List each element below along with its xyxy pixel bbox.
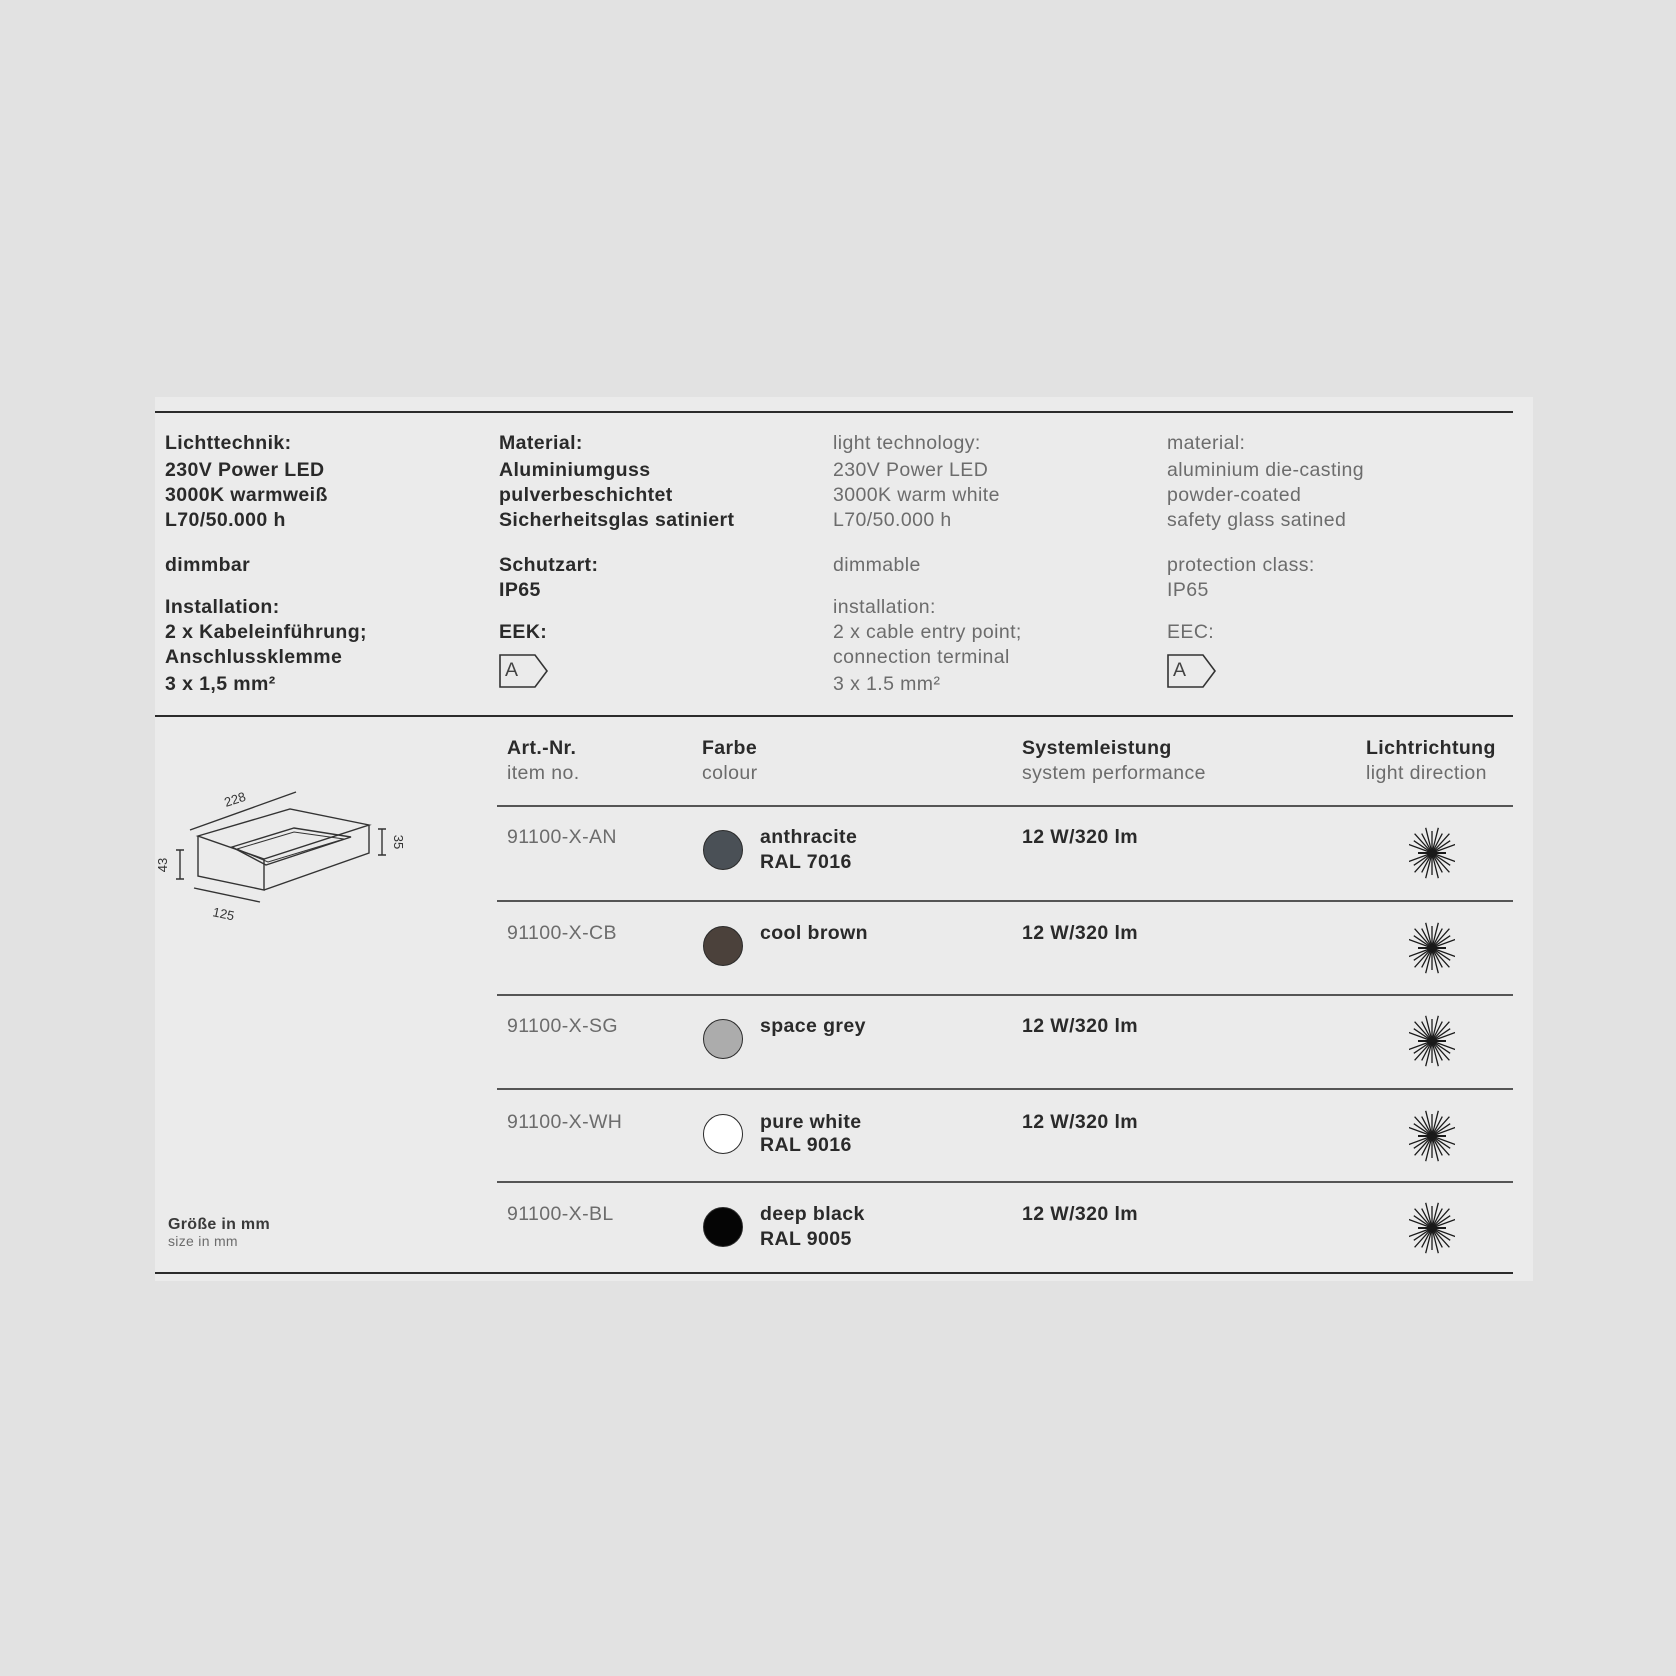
de-material-line: pulverbeschichtet xyxy=(499,484,673,506)
de-energy-heading: EEK: xyxy=(499,621,548,643)
en-energy-value: A xyxy=(1173,659,1187,681)
up-down-light-icon xyxy=(1409,825,1455,881)
row-separator xyxy=(497,994,1513,996)
header-perf-en: system performance xyxy=(1022,762,1206,784)
header-item-de: Art.-Nr. xyxy=(507,737,577,759)
size-unit-de: Größe in mm xyxy=(168,1216,270,1233)
colour-code: RAL 9005 xyxy=(760,1228,852,1250)
en-material-lines xyxy=(1167,458,1364,533)
middle-rule xyxy=(155,715,1513,717)
row-separator xyxy=(497,900,1513,902)
en-energy-label xyxy=(1167,654,1217,688)
item-number: 91100-X-BL xyxy=(507,1203,614,1225)
de-energy-value: A xyxy=(505,659,519,681)
de-light-line: L70/50.000 h xyxy=(165,509,286,531)
en-protection-heading: protection class: xyxy=(1167,554,1315,576)
header-colour-en: colour xyxy=(702,762,758,784)
colour-name: deep black xyxy=(760,1203,865,1225)
up-down-light-icon xyxy=(1409,1013,1455,1069)
up-down-light-icon xyxy=(1409,920,1455,976)
de-material-heading: Material: xyxy=(499,432,583,454)
en-light-line: 3000K warm white xyxy=(833,484,1000,506)
en-install-heading: installation: xyxy=(833,596,936,618)
en-energy-heading: EEC: xyxy=(1167,621,1215,643)
row-separator xyxy=(497,1088,1513,1090)
de-light-lines xyxy=(165,458,328,533)
header-item-en: item no. xyxy=(507,762,580,784)
en-install-line: connection terminal xyxy=(833,646,1010,668)
header-colour-de: Farbe xyxy=(702,737,758,759)
de-install-heading: Installation: xyxy=(165,596,280,618)
en-install-line: 3 x 1.5 mm² xyxy=(833,673,941,695)
dimension-drawing xyxy=(150,785,410,925)
system-performance: 12 W/320 lm xyxy=(1022,1015,1139,1037)
de-light-heading: Lichttechnik: xyxy=(165,432,292,454)
en-light-line: L70/50.000 h xyxy=(833,509,952,531)
system-performance: 12 W/320 lm xyxy=(1022,826,1139,848)
system-performance: 12 W/320 lm xyxy=(1022,1111,1139,1133)
de-material-lines xyxy=(499,458,734,533)
de-install-line: Anschlussklemme xyxy=(165,646,343,668)
de-protection-heading: Schutzart: xyxy=(499,554,599,576)
colour-name: space grey xyxy=(760,1015,866,1037)
up-down-light-icon xyxy=(1409,1200,1455,1256)
dim-depth-label: 125 xyxy=(211,904,236,924)
colour-swatch xyxy=(703,1207,743,1247)
en-light-heading: light technology: xyxy=(833,432,981,454)
de-protection-value: IP65 xyxy=(499,579,541,601)
dim-height-front-label: 43 xyxy=(155,857,170,873)
item-number: 91100-X-AN xyxy=(507,826,617,848)
de-dimmable: dimmbar xyxy=(165,554,251,576)
de-energy-label xyxy=(499,654,549,688)
top-rule xyxy=(155,411,1513,413)
colour-swatch xyxy=(703,1114,743,1154)
system-performance: 12 W/320 lm xyxy=(1022,1203,1139,1225)
en-material-heading: material: xyxy=(1167,432,1246,454)
en-material-line: powder-coated xyxy=(1167,484,1302,506)
en-protection-value: IP65 xyxy=(1167,579,1209,601)
de-install-line: 2 x Kabeleinführung; xyxy=(165,621,367,643)
header-dir-de: Lichtrichtung xyxy=(1366,737,1496,759)
dim-height-back-label: 35 xyxy=(391,834,406,850)
row-separator xyxy=(497,1181,1513,1183)
up-down-light-icon xyxy=(1409,1108,1455,1164)
header-dir-en: light direction xyxy=(1366,762,1487,784)
item-number: 91100-X-WH xyxy=(507,1111,623,1133)
row-separator xyxy=(497,805,1513,807)
en-dimmable: dimmable xyxy=(833,554,921,576)
colour-name: anthracite xyxy=(760,826,858,848)
colour-swatch xyxy=(703,1019,743,1059)
item-number: 91100-X-CB xyxy=(507,922,617,944)
de-material-line: Sicherheitsglas satiniert xyxy=(499,509,735,531)
en-material-line: safety glass satined xyxy=(1167,509,1347,531)
de-light-line: 3000K warmweiß xyxy=(165,484,328,506)
de-install-lines xyxy=(165,620,367,697)
en-install-line: 2 x cable entry point; xyxy=(833,621,1022,643)
size-unit-en: size in mm xyxy=(168,1233,238,1249)
item-number: 91100-X-SG xyxy=(507,1015,618,1037)
de-material-line: Aluminiumguss xyxy=(499,459,651,481)
colour-swatch xyxy=(703,926,743,966)
bottom-rule xyxy=(155,1272,1513,1274)
de-install-line: 3 x 1,5 mm² xyxy=(165,673,276,695)
en-light-lines xyxy=(833,458,1000,533)
colour-code: RAL 9016 xyxy=(760,1134,852,1156)
colour-code: RAL 7016 xyxy=(760,851,852,873)
de-light-line: 230V Power LED xyxy=(165,459,325,481)
dim-width-label: 228 xyxy=(222,788,248,810)
en-light-line: 230V Power LED xyxy=(833,459,989,481)
colour-name: cool brown xyxy=(760,922,868,944)
colour-swatch xyxy=(703,830,743,870)
colour-name: pure white xyxy=(760,1111,862,1133)
en-material-line: aluminium die-casting xyxy=(1167,459,1364,481)
header-perf-de: Systemleistung xyxy=(1022,737,1172,759)
system-performance: 12 W/320 lm xyxy=(1022,922,1139,944)
en-install-lines xyxy=(833,620,1022,697)
